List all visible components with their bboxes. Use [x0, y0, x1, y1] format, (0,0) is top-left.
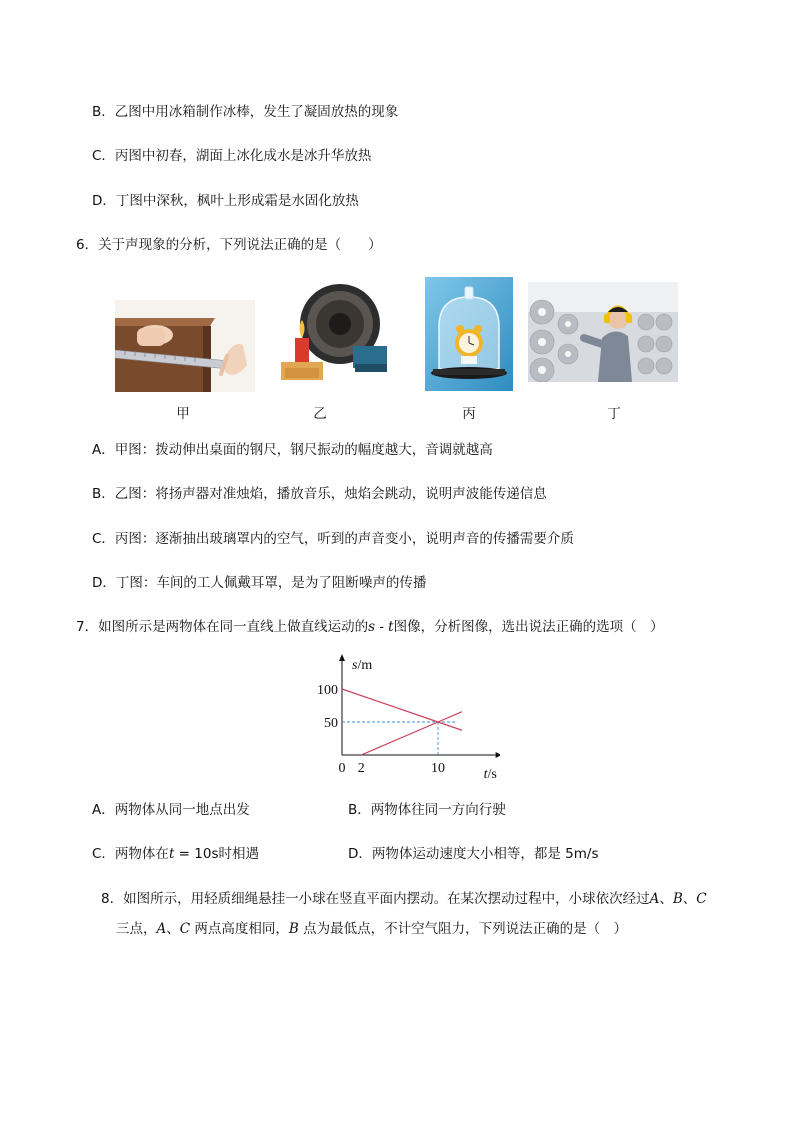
caption-yi: 乙 — [313, 406, 327, 422]
q8-line2-point-c: C — [179, 921, 191, 937]
q7-stem-before: 7．如图所示是两物体在同一直线上做直线运动的 — [76, 619, 369, 635]
x-tick-label: 2 — [357, 761, 365, 776]
q8-line2-after: 点为最低点，不计空气阻力，下列说法正确的是（ ） — [298, 921, 628, 937]
x-tick-label: 0 — [338, 761, 346, 776]
q7-stem-math: s - t — [368, 619, 394, 635]
q8-line2-point-b: B — [288, 921, 299, 937]
caption-jia: 甲 — [176, 406, 190, 422]
speaker-candle-photo — [275, 276, 390, 388]
series-line-2 — [361, 712, 462, 755]
q8-point-b: B — [672, 891, 683, 907]
q8-sep-2: 、 — [682, 891, 697, 907]
q8-line2-mid: 两点高度相同， — [190, 921, 289, 937]
bell-jar-alarm-clock-photo — [425, 277, 513, 391]
q8-line1-text: 8．如图所示，用轻质细绳悬挂一小球在竖直平面内摆动。在某次摆动过程中，小球依次经过 — [101, 891, 650, 907]
q5-option-c: C．丙图中初春，湖面上冰化成水是冰升华放热 — [92, 148, 372, 164]
q8-line2-sep: 、 — [166, 921, 180, 937]
q8-sep-1: 、 — [659, 891, 673, 907]
q7-option-d: D．两物体运动速度大小相等，都是 5m/s — [348, 846, 599, 862]
s-t-graph — [300, 650, 500, 782]
x-tick-label: 10 — [431, 761, 445, 776]
q5-option-b: B．乙图中用冰箱制作冰棒，发生了凝固放热的现象 — [92, 104, 399, 120]
caption-ding: 丁 — [607, 406, 621, 422]
y-axis-arrow — [339, 654, 345, 661]
q7-option-c-math: t — [168, 846, 175, 862]
q7-option-c — [92, 845, 259, 863]
q7-option-b: B．两物体往同一方向行驶 — [348, 802, 506, 818]
q8-point-c: C — [696, 891, 707, 907]
q7-option-c-before: C．两物体在 — [92, 846, 169, 862]
q7-option-c-after: = 10s时相遇 — [174, 846, 259, 862]
y-tick-label: 100 — [317, 683, 338, 698]
q6-option-a: A．甲图：拨动伸出桌面的钢尺，钢尺振动的幅度越大，音调就越高 — [92, 442, 493, 458]
x-axis-arrow — [496, 752, 500, 758]
factory-worker-earmuffs-photo — [528, 282, 678, 382]
y-axis-label: s/m — [352, 658, 373, 673]
y-tick-label: 50 — [324, 716, 338, 731]
ruler-on-table-photo — [115, 300, 255, 392]
q5-option-d: D．丁图中深秋，枫叶上形成霜是水固化放热 — [92, 193, 359, 209]
x-axis-label: t/s — [483, 767, 497, 782]
q6-stem: 6．关于声现象的分析，下列说法正确的是（ ） — [76, 237, 382, 253]
q8-line-1 — [101, 890, 707, 908]
series-line-1 — [342, 689, 462, 730]
q8-line2-point-a: A — [156, 921, 167, 937]
q6-option-d: D．丁图：车间的工人佩戴耳罩，是为了阻断噪声的传播 — [92, 575, 427, 591]
caption-bing: 丙 — [462, 406, 476, 422]
q8-line-2 — [116, 920, 627, 938]
q6-option-b: B．乙图：将扬声器对准烛焰，播放音乐，烛焰会跳动，说明声波能传递信息 — [92, 486, 547, 502]
q7-option-a: A．两物体从同一地点出发 — [92, 802, 250, 818]
q8-point-a: A — [649, 891, 660, 907]
q8-line2-before: 三点， — [116, 921, 157, 937]
q7-stem — [76, 618, 664, 636]
q7-stem-after: 图像，分析图像，选出说法正确的选项（ ） — [393, 619, 664, 635]
q6-option-c: C．丙图：逐渐抽出玻璃罩内的空气，听到的声音变小，说明声音的传播需要介质 — [92, 531, 574, 547]
